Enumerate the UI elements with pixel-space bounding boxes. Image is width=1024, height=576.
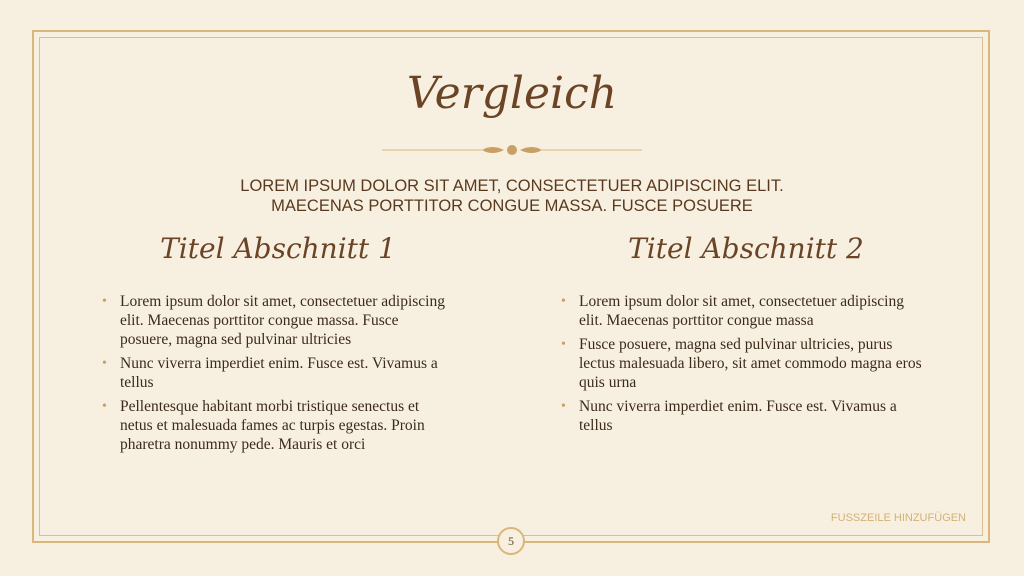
- section-2-bullet-list[interactable]: [561, 292, 923, 440]
- bullet-item: [102, 354, 454, 392]
- ornament-divider-icon: [382, 140, 642, 160]
- bullet-item: [102, 292, 454, 349]
- bullet-icon: •: [561, 294, 566, 309]
- bullet-item: [102, 397, 454, 454]
- bullet-icon: •: [102, 294, 107, 309]
- section-2-title[interactable]: Titel Abschnitt 2: [628, 232, 864, 265]
- subtitle-line-1: LOREM IPSUM DOLOR SIT AMET, CONSECTETUER ADIPISCING ELIT.: [240, 177, 784, 195]
- bullet-text: Fusce posuere, magna sed pulvinar ultricies, purus lectus malesuada libero, sit amet commodo magna eros quis urna: [579, 336, 922, 391]
- section-1-bullet-list[interactable]: [102, 292, 454, 459]
- subtitle[interactable]: [150, 176, 874, 216]
- bullet-icon: •: [102, 356, 107, 371]
- bullet-item: [561, 397, 923, 435]
- bullet-text: Lorem ipsum dolor sit amet, consectetuer adipiscing elit. Maecenas porttitor congue massa: [579, 293, 904, 329]
- bullet-text: Lorem ipsum dolor sit amet, consectetuer adipiscing elit. Maecenas porttitor congue massa. Fusce posuere, magna sed pulvinar ultricies: [120, 293, 445, 348]
- bullet-icon: •: [561, 399, 566, 414]
- subtitle-line-2: MAECENAS PORTTITOR CONGUE MASSA. FUSCE POSUERE: [271, 197, 753, 215]
- bullet-text: Nunc viverra imperdiet enim. Fusce est. Vivamus a tellus: [579, 398, 897, 434]
- section-1-title[interactable]: Titel Abschnitt 1: [160, 232, 396, 265]
- page-number: 5: [497, 527, 525, 555]
- slide-title[interactable]: Vergleich: [406, 68, 618, 119]
- bullet-icon: •: [561, 337, 566, 352]
- bullet-text: Nunc viverra imperdiet enim. Fusce est. Vivamus a tellus: [120, 355, 438, 391]
- bullet-text: Pellentesque habitant morbi tristique senectus et netus et malesuada fames ac turpis egestas. Proin pharetra nonummy pede. Mauris et orci: [120, 398, 425, 453]
- bullet-item: [561, 335, 923, 392]
- bullet-icon: •: [102, 399, 107, 414]
- bullet-item: [561, 292, 923, 330]
- footer-text[interactable]: FUSSZEILE HINZUFÜGEN: [830, 512, 966, 524]
